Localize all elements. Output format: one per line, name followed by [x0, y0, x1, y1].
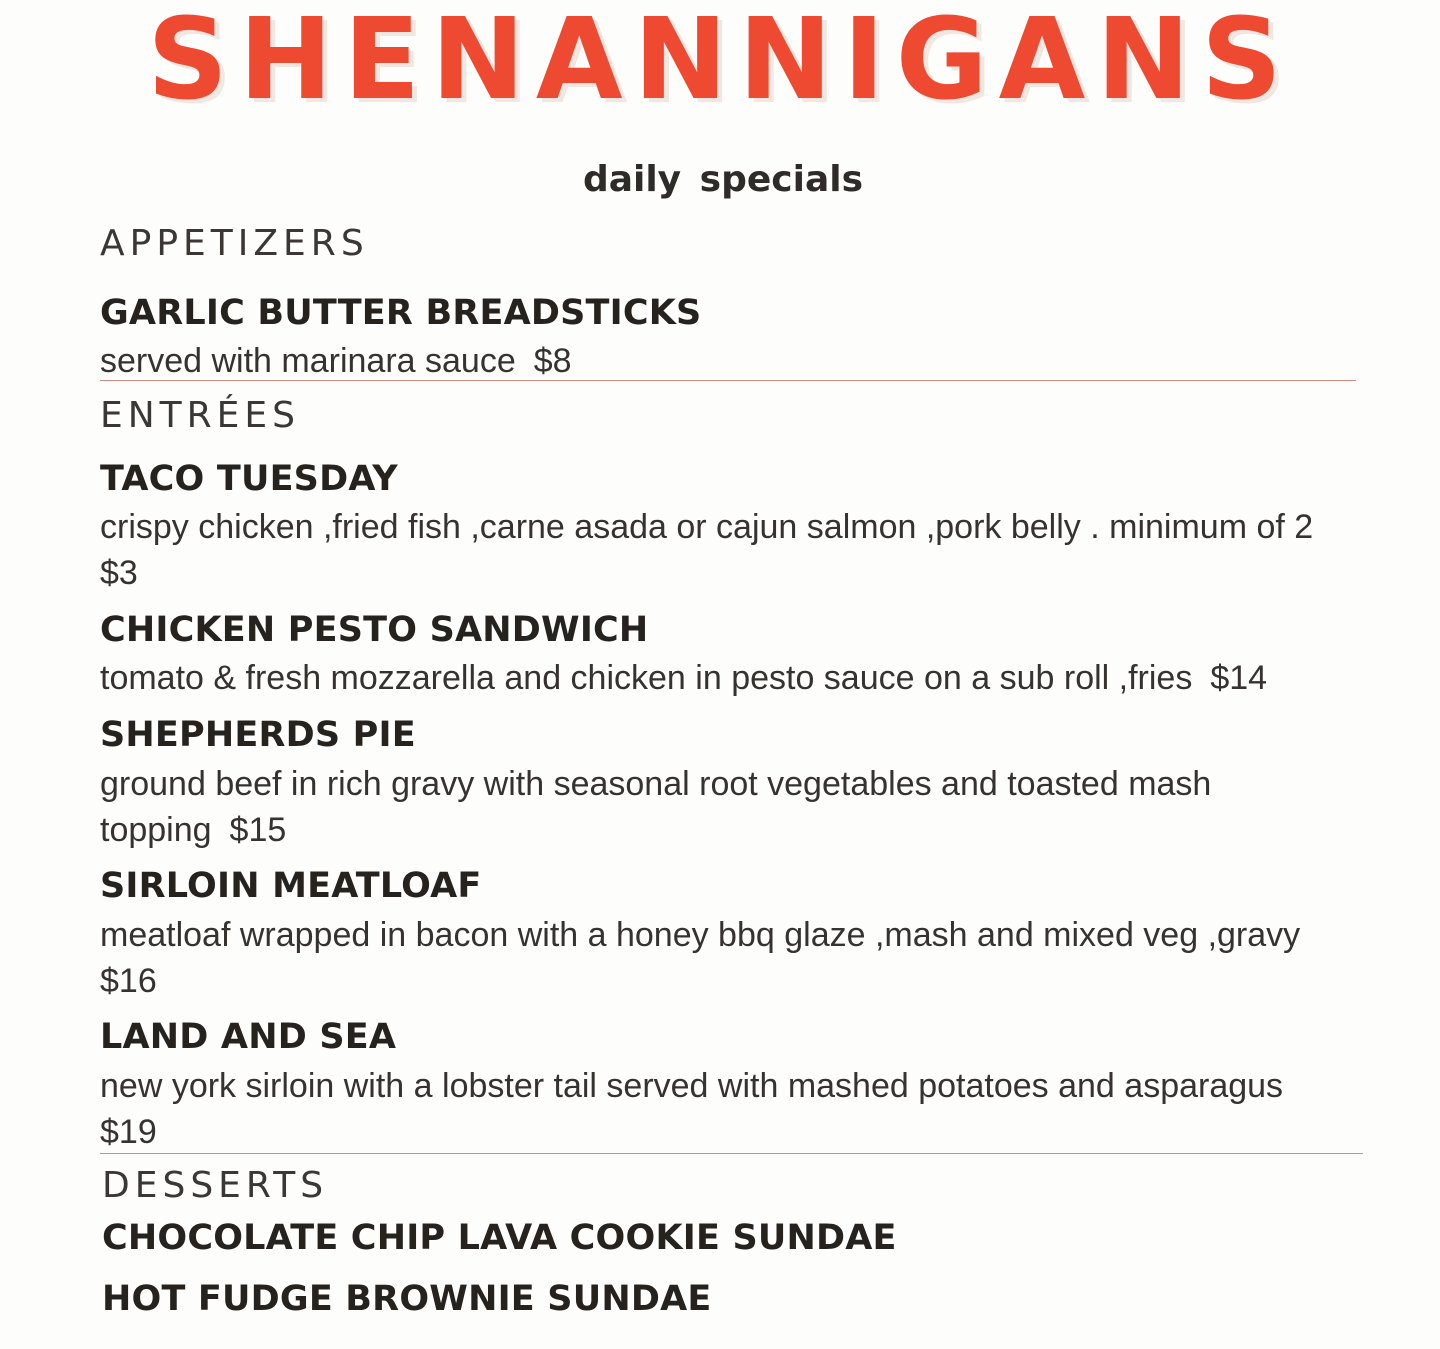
menu-subtitle: daily specials — [582, 159, 864, 200]
item-name-chocolate-chip-lava-cookie-sundae: CHOCOLATE CHIP LAVA COOKIE SUNDAE — [102, 1218, 897, 1258]
item-name-land-and-sea: LAND AND SEA — [100, 1017, 397, 1057]
section-heading-entrees: ENTRÉES — [100, 395, 301, 436]
item-name-sirloin-meatloaf: SIRLOIN MEATLOAF — [100, 866, 482, 906]
item-price: $8 — [533, 342, 572, 380]
item-description-sirloin-meatloaf — [100, 912, 1350, 1004]
item-description-taco-tuesday — [100, 504, 1350, 596]
item-description-text: crispy chicken ,fried fish ,carne asada or cajun salmon ,pork belly . minimum of 2 — [100, 508, 1314, 546]
item-price: $14 — [1210, 659, 1268, 697]
item-description-garlic-butter-breadsticks — [100, 338, 1350, 384]
item-name-garlic-butter-breadsticks: GARLIC BUTTER BREADSTICKS — [100, 293, 702, 333]
section-divider — [100, 380, 1356, 381]
item-name-shepherds-pie: SHEPHERDS PIE — [100, 715, 416, 755]
item-price: $15 — [229, 811, 287, 849]
item-name-chicken-pesto-sandwich: CHICKEN PESTO SANDWICH — [100, 610, 649, 650]
section-divider — [100, 1153, 1363, 1154]
item-description-shepherds-pie — [100, 761, 1240, 853]
item-name-hot-fudge-brownie-sundae: HOT FUDGE BROWNIE SUNDAE — [102, 1279, 712, 1319]
item-description-land-and-sea — [100, 1063, 1350, 1155]
item-description-text: ground beef in rich gravy with seasonal root vegetables and toasted mash topping — [100, 765, 1212, 849]
section-heading-desserts: DESSERTS — [102, 1165, 329, 1206]
item-description-text: new york sirloin with a lobster tail served with mashed potatoes and asparagus — [100, 1067, 1284, 1105]
item-description-text: tomato & fresh mozzarella and chicken in pesto sauce on a sub roll ,fries — [100, 659, 1193, 697]
item-description-text: served with marinara sauce — [100, 342, 516, 380]
item-description-chicken-pesto-sandwich — [100, 655, 1350, 701]
item-price: $3 — [100, 554, 138, 592]
restaurant-title: SHENANNIGANS — [147, 0, 1293, 125]
item-price: $19 — [100, 1113, 157, 1151]
section-heading-appetizers: APPETIZERS — [100, 223, 369, 264]
item-name-taco-tuesday: TACO TUESDAY — [100, 459, 398, 499]
item-description-text: meatloaf wrapped in bacon with a honey bbq glaze ,mash and mixed veg ,gravy — [100, 916, 1301, 954]
item-price: $16 — [100, 962, 157, 1000]
